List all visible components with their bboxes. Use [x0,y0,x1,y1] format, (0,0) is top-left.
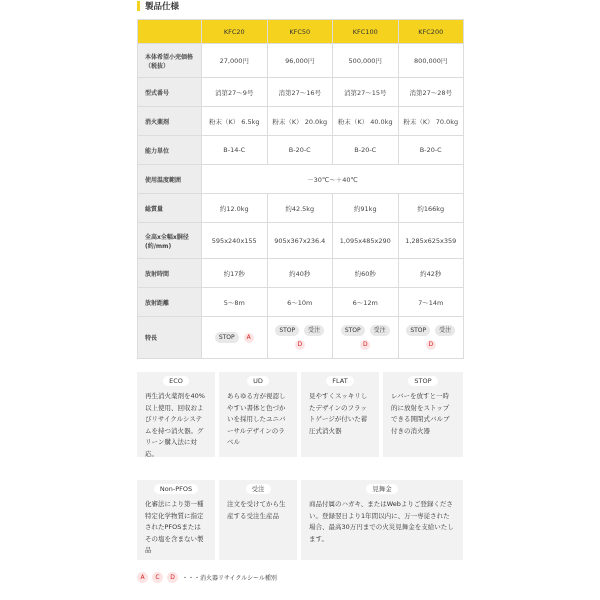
recycle-mark: D [426,340,436,350]
model-header: KFC20 [202,20,268,44]
stop-badge: STOP [215,332,239,343]
feature-box-flat [301,372,379,457]
spec-table [137,19,464,359]
legend-text: ・・・消火器リサイクルシール種別 [182,575,277,582]
row-label: 特長 [138,317,202,359]
cell: 約40秒 [267,259,333,288]
model-header: KFC50 [267,20,333,44]
row-label: 全高x全幅x胴径(約/mm) [138,223,202,259]
box-description: レバーを放すと一時的に放射をストップできる開閉式バルブ付きの消火器 [391,392,450,435]
order-badge: 受注 [435,325,455,336]
box-heading: Non-PFOS [154,484,198,494]
feature-cell [398,317,464,359]
row-label: 放射時間 [138,259,202,288]
recycle-mark: D [167,572,178,583]
box-heading: FLAT [326,376,353,386]
cell: 5～8m [202,288,268,317]
box-heading: 見舞金 [366,484,398,494]
box-description: あらゆる方が視認しやすい書体と色づかいを採用したユニバーサルデザインのラベル [227,392,286,446]
cell: 粉末（K） 6.5kg [202,107,268,136]
feature-cell [202,317,268,359]
cell: 6～12m [333,288,399,317]
order-badge: 受注 [370,325,390,336]
model-header: KFC100 [333,20,399,44]
box-heading: UD [247,376,269,386]
table-row [138,194,464,223]
box-description: 化審法により第一種特定化学物質に指定されたPFOSまたはその塩を含まない製品 [145,500,204,554]
table-row [138,107,464,136]
order-badge: 受注 [304,325,324,336]
cell: 595x240x155 [202,223,268,259]
section-title [137,0,179,12]
cell: 6～10m [267,288,333,317]
box-description: 注文を受けてから生産する受注生産品 [227,500,286,520]
table-row [138,223,464,259]
recycle-legend [137,572,277,583]
table-row [138,136,464,165]
cell: 500,000円 [333,44,399,78]
box-description: 見やすくスッキリしたデザインのフラットゲージが付いた蓄圧式消火器 [309,392,368,435]
cell: 消第27～15号 [333,78,399,107]
title-accent-bar [137,1,140,11]
merged-cell: －30℃～＋40℃ [202,165,464,194]
table-row [138,44,464,78]
cell: 粉末（K） 40.0kg [333,107,399,136]
recycle-mark: C [152,572,163,583]
features-row [138,317,464,359]
row-label: 能力単位 [138,136,202,165]
cell: 消第27～16号 [267,78,333,107]
table-row [138,259,464,288]
cell: 約91kg [333,194,399,223]
cell: 1,095x485x290 [333,223,399,259]
box-heading: ECO [163,376,189,386]
stop-badge: STOP [275,325,299,336]
box-description: 再生消火薬剤を40%以上使用、回収およびリサイクルシステムを持つ消火器。グリーン購入法に対応。 [145,392,205,458]
recycle-mark: A [244,333,254,343]
header-row [138,20,464,44]
recycle-mark: A [137,572,148,583]
row-label: 消火薬剤 [138,107,202,136]
feature-box-eco [137,372,215,457]
cell: B-20-C [398,136,464,165]
table-row [138,288,464,317]
cell: 7～14m [398,288,464,317]
stop-badge: STOP [341,325,365,336]
recycle-mark: D [295,340,305,350]
table-row [138,165,464,194]
feature-cell [333,317,399,359]
stop-badge: STOP [406,325,430,336]
cell: 96,000円 [267,44,333,78]
table-row [138,78,464,107]
cell: 1,285x625x359 [398,223,464,259]
row-label: 本体希望小売価格（税抜） [138,44,202,78]
row-label: 型式番号 [138,78,202,107]
cell: 800,000円 [398,44,464,78]
box-heading: STOP [408,376,437,386]
cell: 約60秒 [333,259,399,288]
cell: 905x367x236.4 [267,223,333,259]
cell: 約17秒 [202,259,268,288]
feature-box-sympathy-money [301,480,463,560]
header-corner [138,20,202,44]
box-heading: 受注 [246,484,271,494]
feature-cell [267,317,333,359]
feature-box-non-pfos [137,480,215,560]
cell: 約12.0kg [202,194,268,223]
cell: 約42.5kg [267,194,333,223]
model-header: KFC200 [398,20,464,44]
cell: B-20-C [333,136,399,165]
cell: 消第27～9号 [202,78,268,107]
row-label: 総質量 [138,194,202,223]
recycle-mark: D [360,340,370,350]
row-label: 使用温度範囲 [138,165,202,194]
cell: 消第27～28号 [398,78,464,107]
feature-box-order [219,480,297,560]
cell: 粉末（K） 70.0kg [398,107,464,136]
row-label: 放射距離 [138,288,202,317]
cell: 約42秒 [398,259,464,288]
cell: 約166kg [398,194,464,223]
feature-box-stop [383,372,463,457]
feature-box-ud [219,372,297,457]
cell: 27,000円 [202,44,268,78]
cell: B-14-C [202,136,268,165]
page-title: 製品仕様 [145,2,180,12]
cell: 粉末（K） 20.0kg [267,107,333,136]
cell: B-20-C [267,136,333,165]
box-description: 商品付属のハガキ、またはWebよりご登録ください。登録翌日より1年間以内に、万一専従された場合、最高30万円までの火災見舞金を支給いたします。 [309,500,454,543]
